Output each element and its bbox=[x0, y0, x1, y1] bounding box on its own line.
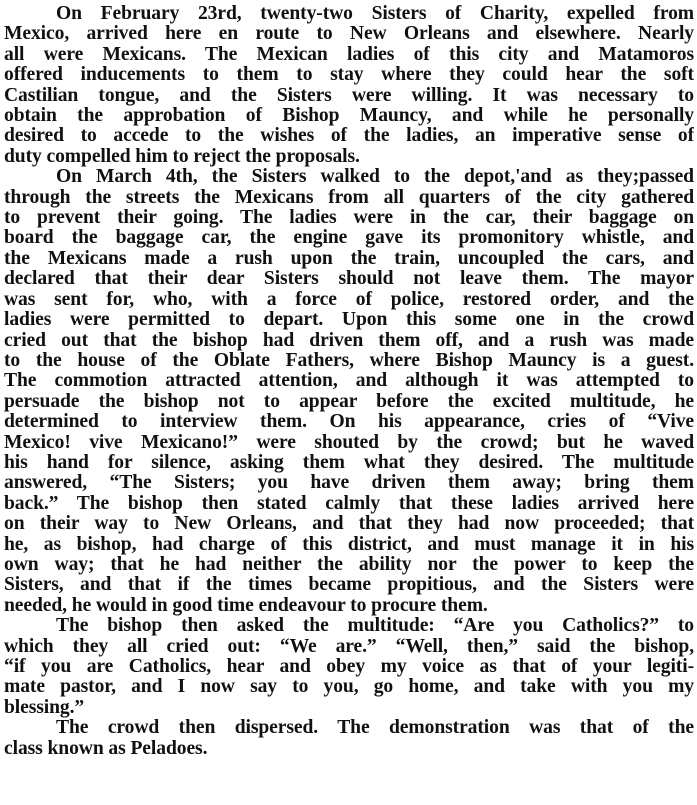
text-line: The bishop then asked the multitude: “Are you Catholics?” to bbox=[56, 616, 694, 637]
text-line: own way; that he had neither the ability nor the power to keep the bbox=[4, 554, 694, 575]
text-line: his hand for silence, asking them what they desired. The multitude bbox=[4, 452, 694, 473]
text-line: ladies were permitted to depart. Upon this some one in the crowd bbox=[4, 310, 694, 331]
text-line: mate pastor, and I now say to you, go home, and take with you my bbox=[4, 677, 694, 698]
text-line: persuade the bishop not to appear before the excited multitude, he bbox=[4, 391, 694, 412]
text-line: to prevent their going. The ladies were in the car, their baggage on bbox=[4, 208, 694, 229]
text-line: on their way to New Orleans, and that they had now proceeded; that bbox=[4, 514, 694, 535]
text-line: Mexico! vive Mexicano!” were shouted by the crowd; but he waved bbox=[4, 432, 694, 453]
text-line: duty compelled him to reject the proposals. bbox=[4, 146, 360, 167]
text-line: class known as Peladoes. bbox=[4, 738, 208, 759]
text-line: On March 4th, the Sisters walked to the depot,'and as they;passed bbox=[56, 167, 694, 188]
text-line: determined to interview them. On his appearance, cries of “Vive bbox=[4, 412, 694, 433]
paragraph bbox=[4, 616, 694, 718]
text-line: through the streets the Mexicans from all quarters of the city gathered bbox=[4, 187, 694, 208]
text-line: declared that their dear Sisters should not leave them. The mayor bbox=[4, 269, 694, 290]
text-line: back.” The bishop then stated calmly that these ladies arrived here bbox=[4, 493, 694, 514]
text-line: the Mexicans made a rush upon the train, uncoupled the cars, and bbox=[4, 248, 694, 269]
text-line: On February 23rd, twenty-two Sisters of Charity, expelled from bbox=[56, 4, 694, 24]
paragraph bbox=[4, 718, 694, 759]
text-line: blessing.” bbox=[4, 697, 85, 718]
text-line: Sisters, and that if the times became propitious, and the Sisters were bbox=[4, 575, 694, 596]
text-line: Castilian tongue, and the Sisters were willing. It was necessary to bbox=[4, 85, 694, 106]
text-line: answered, “The Sisters; you have driven them away; bring them bbox=[4, 473, 694, 494]
text-line: to the house of the Oblate Fathers, where Bishop Mauncy is a guest. bbox=[4, 350, 694, 371]
text-line: cried out that the bishop had driven them off, and a rush was made bbox=[4, 330, 694, 351]
text-line: Mexico, arrived here en route to New Orleans and elsewhere. Nearly bbox=[4, 24, 694, 45]
text-line: obtain the approbation of Bishop Mauncy, and while he personally bbox=[4, 106, 694, 127]
text-line: needed, he would in good time endeavour to procure them. bbox=[4, 595, 488, 616]
text-line: board the baggage car, the engine gave its promonitory whistle, and bbox=[4, 228, 694, 249]
text-line: which they all cried out: “We are.” “Well, then,” said the bishop, bbox=[4, 636, 694, 657]
text-line: The commotion attracted attention, and although it was attempted to bbox=[4, 371, 694, 392]
text-line: offered inducements to them to stay where they could hear the soft bbox=[4, 65, 694, 86]
text-line: all were Mexicans. The Mexican ladies of this city and Matamoros bbox=[4, 44, 694, 65]
text-line: was sent for, who, with a force of police, restored order, and the bbox=[4, 289, 694, 310]
text-line: he, as bishop, had charge of this district, and must manage it in his bbox=[4, 534, 694, 555]
text-line: desired to accede to the wishes of the ladies, an imperative sense of bbox=[4, 126, 694, 147]
text-line: “if you are Catholics, hear and obey my voice as that of your legiti- bbox=[4, 657, 694, 677]
paragraph bbox=[4, 167, 694, 616]
text-line: The crowd then dispersed. The demonstration was that of the bbox=[56, 718, 694, 739]
paragraph bbox=[4, 4, 694, 167]
